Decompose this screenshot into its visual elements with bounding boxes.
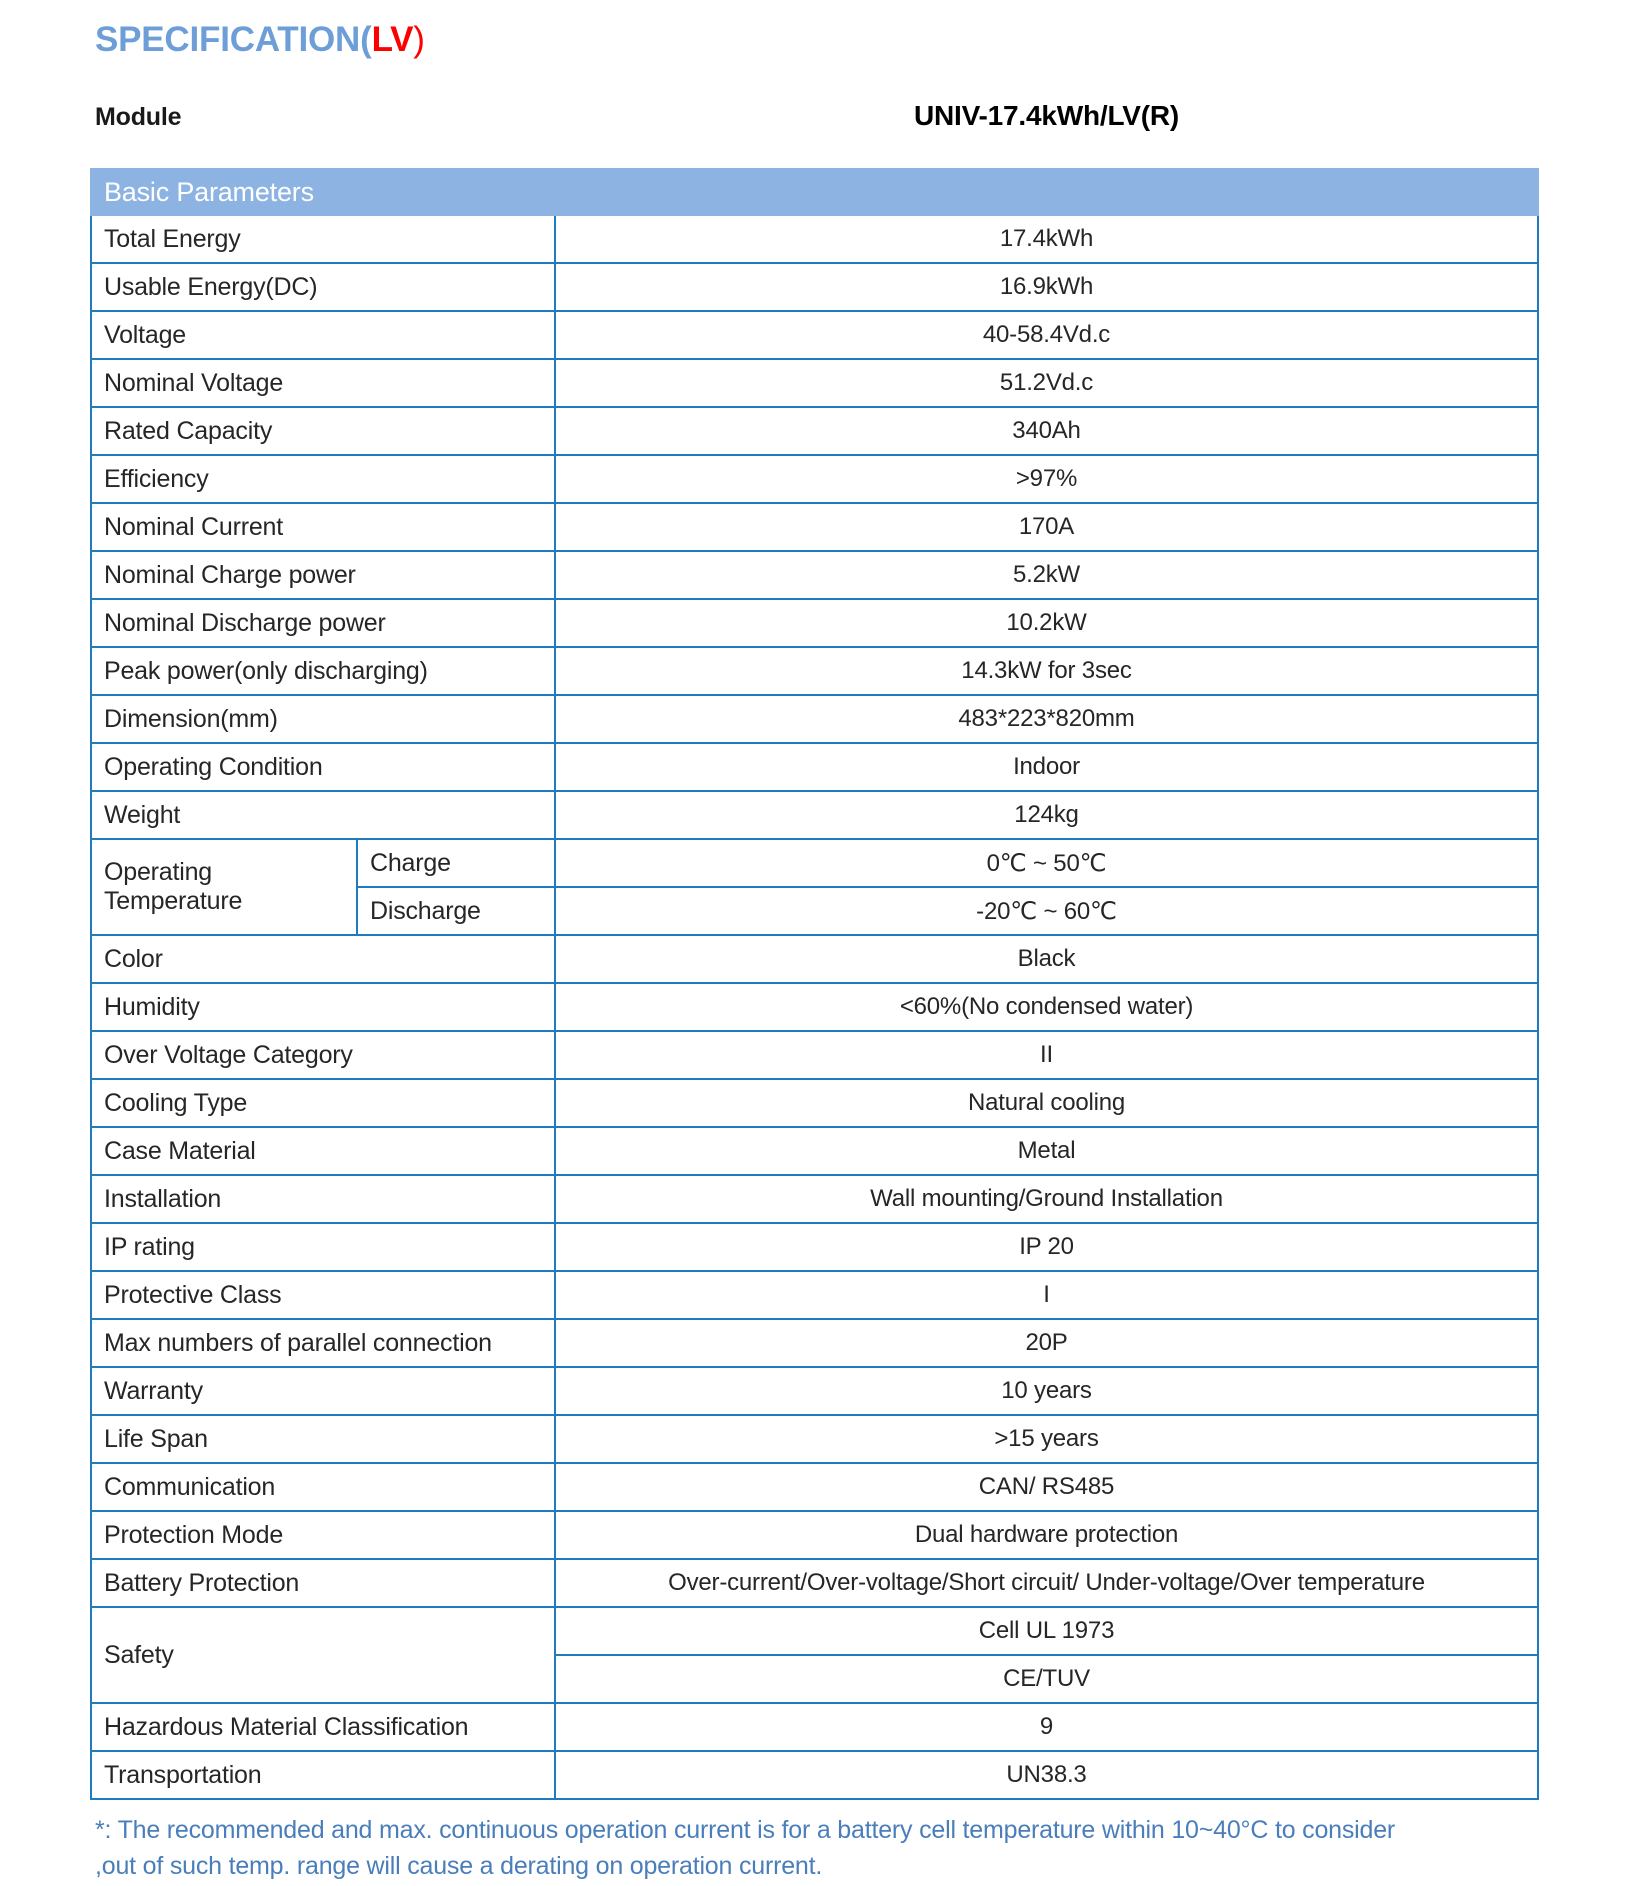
spec-value: CAN/ RS485 xyxy=(978,1473,1115,1500)
spec-label: Case Material xyxy=(92,1128,556,1174)
table-row xyxy=(92,504,1537,552)
spec-value: 170A xyxy=(1018,513,1075,540)
spec-label: Rated Capacity xyxy=(92,408,556,454)
table-row xyxy=(92,1704,1537,1752)
spec-label: Operating Condition xyxy=(92,744,556,790)
title-accent: LV xyxy=(371,20,414,59)
table-row xyxy=(92,936,1537,984)
spec-label: Nominal Charge power xyxy=(92,552,556,598)
table-row xyxy=(92,216,1537,264)
table-row xyxy=(92,792,1537,840)
spec-value: Natural cooling xyxy=(967,1089,1126,1116)
spec-value: <60%(No condensed water) xyxy=(899,993,1194,1020)
spec-label: Warranty xyxy=(92,1368,556,1414)
table-row xyxy=(92,312,1537,360)
spec-value: Indoor xyxy=(1013,753,1080,780)
table-row xyxy=(358,888,1537,934)
safety-values xyxy=(556,1608,1537,1702)
spec-label: Peak power(only discharging) xyxy=(92,648,556,694)
spec-value: Dual hardware protection xyxy=(914,1521,1179,1548)
table-row xyxy=(92,552,1537,600)
spec-label: Operating Temperature xyxy=(92,840,358,934)
footnote-line-2: ,out of such temp. range will cause a derating on operation current. xyxy=(95,1852,823,1880)
table-row xyxy=(92,408,1537,456)
spec-label: Battery Protection xyxy=(92,1560,556,1606)
table-row xyxy=(358,840,1537,888)
section-header-basic-parameters xyxy=(90,168,1539,216)
spec-label: Nominal Voltage xyxy=(92,360,556,406)
table-row xyxy=(92,360,1537,408)
spec-value: Cell UL 1973 xyxy=(556,1608,1537,1656)
spec-value: 16.9kWh xyxy=(999,273,1094,300)
spec-label: Nominal Discharge power xyxy=(92,600,556,646)
spec-value: I xyxy=(1043,1281,1050,1308)
table-row xyxy=(92,1272,1537,1320)
title-close-paren: ) xyxy=(413,20,425,59)
spec-label: Safety xyxy=(92,1608,556,1702)
table-row xyxy=(92,1560,1537,1608)
spec-value: UN38.3 xyxy=(1006,1761,1087,1788)
footnote-line-1: *: The recommended and max. continuous operation current is for a battery cell temperature within 10~40°C to consider xyxy=(95,1816,1396,1844)
spec-label: Hazardous Material Classification xyxy=(92,1704,556,1750)
table-row xyxy=(92,1176,1537,1224)
table-row xyxy=(92,456,1537,504)
table-row xyxy=(92,984,1537,1032)
spec-label: Max numbers of parallel connection xyxy=(92,1320,556,1366)
spec-label: Transportation xyxy=(92,1752,556,1798)
spec-value: Wall mounting/Ground Installation xyxy=(870,1185,1223,1212)
module-name: UNIV-17.4kWh/LV(R) xyxy=(913,100,1180,131)
spec-label: Cooling Type xyxy=(92,1080,556,1126)
spec-label: Communication xyxy=(92,1464,556,1510)
spec-value: Over-current/Over-voltage/Short circuit/ Under-voltage/Over temperature xyxy=(668,1569,1425,1596)
table-row xyxy=(92,1416,1537,1464)
spec-value: 14.3kW for 3sec xyxy=(961,657,1132,684)
spec-sublabel: Charge xyxy=(358,840,556,886)
table-row xyxy=(92,1128,1537,1176)
table-row xyxy=(92,1512,1537,1560)
spec-label: Humidity xyxy=(92,984,556,1030)
spec-value: 340Ah xyxy=(1012,417,1081,444)
spec-value: 40-58.4Vd.c xyxy=(982,321,1111,348)
spec-label: Color xyxy=(92,936,556,982)
spec-value: 20P xyxy=(1025,1329,1068,1356)
spec-label: Weight xyxy=(92,792,556,838)
table-row xyxy=(92,1752,1537,1800)
spec-label: Dimension(mm) xyxy=(92,696,556,742)
spec-value: >97% xyxy=(1015,465,1078,492)
spec-sublabel: Discharge xyxy=(358,888,556,934)
module-label: Module xyxy=(95,103,182,131)
title-main: SPECIFICATION( xyxy=(95,20,372,59)
spec-value: II xyxy=(1040,1041,1053,1068)
spec-value: 51.2Vd.c xyxy=(999,369,1094,396)
table-row xyxy=(92,1368,1537,1416)
spec-value: 10 years xyxy=(1001,1377,1092,1404)
spec-label: Over Voltage Category xyxy=(92,1032,556,1078)
spec-label: Voltage xyxy=(92,312,556,358)
spec-value: IP 20 xyxy=(1019,1233,1074,1260)
spec-value: Black xyxy=(1017,945,1076,972)
spec-value: 5.2kW xyxy=(1012,561,1081,588)
table-row xyxy=(92,1320,1537,1368)
table-row xyxy=(92,1080,1537,1128)
operating-temperature-block xyxy=(92,840,1537,936)
spec-value: 10.2kW xyxy=(1006,609,1087,636)
table-row xyxy=(92,648,1537,696)
table-row xyxy=(92,696,1537,744)
spec-label: IP rating xyxy=(92,1224,556,1270)
table-row xyxy=(92,1464,1537,1512)
page-title xyxy=(95,20,425,60)
spec-label: Total Energy xyxy=(92,216,556,262)
spec-value: 9 xyxy=(1039,1713,1054,1740)
spec-value: CE/TUV xyxy=(1003,1665,1090,1692)
temperature-sub-table xyxy=(358,840,1537,934)
spec-value: >15 years xyxy=(994,1425,1099,1452)
spec-label: Efficiency xyxy=(92,456,556,502)
table-row xyxy=(92,264,1537,312)
safety-block xyxy=(92,1608,1537,1704)
specification-table xyxy=(90,216,1539,1800)
spec-label: Nominal Current xyxy=(92,504,556,550)
spec-label: Installation xyxy=(92,1176,556,1222)
table-row xyxy=(92,600,1537,648)
spec-value: -20℃ ~ 60℃ xyxy=(976,897,1117,925)
table-row xyxy=(92,1224,1537,1272)
footnote xyxy=(95,1812,1575,1884)
table-row xyxy=(92,744,1537,792)
spec-value: 0℃ ~ 50℃ xyxy=(986,849,1107,877)
spec-label: Usable Energy(DC) xyxy=(92,264,556,310)
spec-value: 17.4kWh xyxy=(999,225,1094,252)
spec-value: Metal xyxy=(1017,1137,1076,1164)
spec-label: Protective Class xyxy=(92,1272,556,1318)
spec-label: Protection Mode xyxy=(92,1512,556,1558)
table-row xyxy=(92,1032,1537,1080)
spec-value: 124kg xyxy=(1014,801,1079,828)
spec-value: 483*223*820mm xyxy=(958,705,1135,732)
spec-label: Life Span xyxy=(92,1416,556,1462)
section-header-text: Basic Parameters xyxy=(104,176,314,207)
